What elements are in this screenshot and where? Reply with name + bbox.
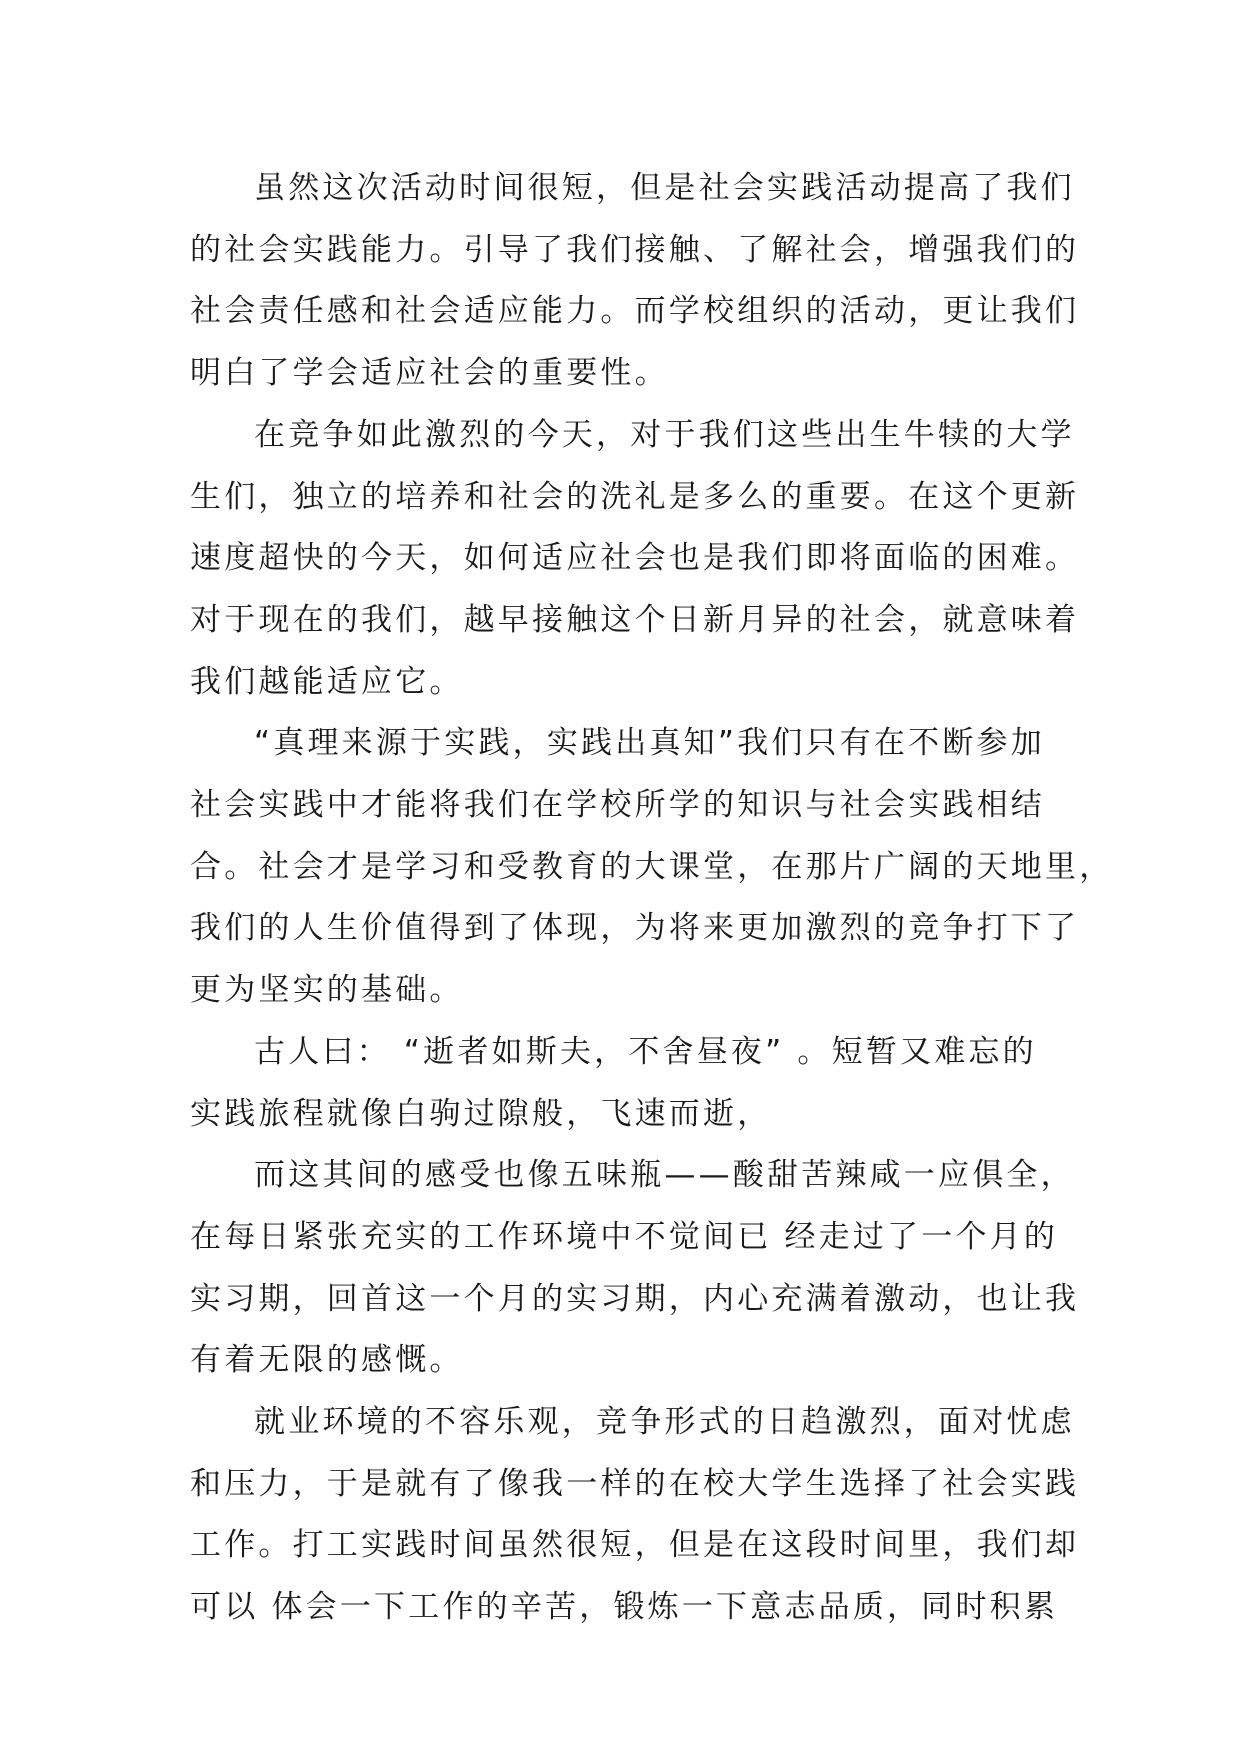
paragraph-4 <box>190 1022 1058 1145</box>
text-line: 虽然这次活动时间很短，但是社会实践活动提高了我们 <box>254 170 1075 206</box>
text-line: 和压力，于是就有了像我一样的在校大学生选择了社会实践 <box>190 1465 1080 1502</box>
paragraph-6 <box>190 1392 1080 1639</box>
text-line: 明白了学会适应社会的重要性。 <box>190 355 669 392</box>
text-line: 古人曰： “逝者如斯夫，不舍昼夜” 。短暂又难忘的 <box>254 1033 1037 1070</box>
text-line: 社会责任感和社会适应能力。而学校组织的活动，更让我们 <box>190 293 1080 330</box>
text-line: 的社会实践能力。引导了我们接触、了解社会，增强我们的 <box>190 231 1080 268</box>
text-line: 合。社会才是学习和受教育的大课堂，在那片广阔的天地里， <box>190 848 1114 885</box>
text-line: 生们，独立的培养和社会的洗礼是多么的重要。在这个更新 <box>190 478 1080 515</box>
text-line: 对于现在的我们，越早接触这个日新月异的社会，就意味着 <box>190 601 1080 638</box>
text-line: 在每日紧张充实的工作环境中不觉间已 经走过了一个月的 <box>190 1218 1059 1255</box>
text-line: 而这其间的感受也像五味瓶——酸甜苦辣咸一应俱全， <box>254 1157 1075 1194</box>
document-body <box>190 158 1114 1639</box>
text-line: 实践旅程就像白驹过隙般，飞速而逝， <box>190 1095 772 1132</box>
text-line: 工作。打工实践时间虽然很短，但是在这段时间里，我们却 <box>190 1527 1080 1564</box>
text-line: 就业环境的不容乐观，竞争形式的日趋激烈，面对忧虑 <box>254 1404 1075 1441</box>
paragraph-2 <box>190 405 1080 714</box>
text-line: 有着无限的感慨。 <box>190 1342 464 1379</box>
text-line: 实习期，回首这一个月的实习期，内心充满着激动，也让我 <box>190 1280 1080 1317</box>
paragraph-1 <box>190 158 1080 405</box>
text-line: 可以 体会一下工作的辛苦，锻炼一下意志品质，同时积累 <box>190 1589 1059 1626</box>
text-line: 速度超快的今天，如何适应社会也是我们即将面临的困难。 <box>190 540 1080 577</box>
text-line: “真理来源于实践，实践出真知”我们只有在不断参加 <box>254 725 1045 762</box>
text-line: 更为坚实的基础。 <box>190 972 464 1009</box>
text-line: 在竞争如此激烈的今天，对于我们这些出生牛犊的大学 <box>254 416 1075 453</box>
text-line: 社会实践中才能将我们在学校所学的知识与社会实践相结 <box>190 787 1045 824</box>
paragraph-5 <box>190 1145 1080 1392</box>
text-line: 我们越能适应它。 <box>190 663 464 700</box>
paragraph-3 <box>190 713 1114 1022</box>
text-line: 我们的人生价值得到了体现，为将来更加激烈的竞争打下了 <box>190 910 1080 947</box>
